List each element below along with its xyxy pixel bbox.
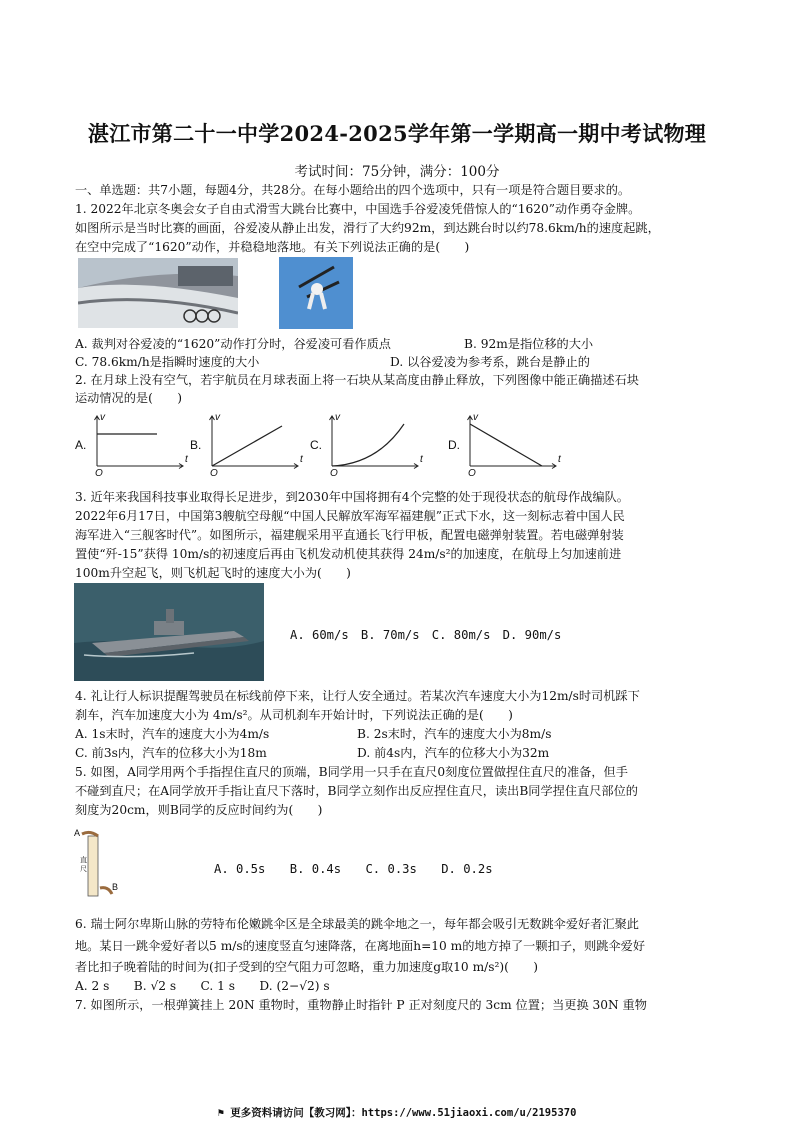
graph-curve — [212, 426, 282, 466]
q3-stem-line: 100m升空起飞，则飞机起飞时的速度大小为( ) — [75, 566, 351, 580]
q3-stem-line: 3. 近年来我国科技事业取得长足进步，到2030年中国将拥有4个完整的处于现役状态的航母作战编队。 — [75, 490, 629, 504]
page-title: 湛江市第二十一中学2024-2025学年第一学期高一期中考试物理 — [87, 121, 707, 146]
origin-label: O — [210, 468, 218, 479]
origin-label: O — [330, 468, 338, 479]
ruler-figure — [72, 828, 122, 900]
section-heading: 一、单选题：共7小题，每题4分，共28分。在每小题给出的四个选项中，只有一项是符合题目要求的。 — [75, 183, 631, 197]
q1-stem-line: 如图所示是当时比赛的画面，谷爱凌从静止出发，滑行了大约92m，到达跳台时以约78.6km/h的速度起跳， — [75, 221, 660, 235]
axis-label-v: v — [473, 412, 478, 423]
q1-stem-line: 在空中完成了“1620”动作，并稳稳地落地。有关下列说法正确的是( ) — [75, 240, 470, 254]
q6-stem-line: 地。某日一跳伞爱好者以5 m/s的速度竖直匀速降落，在离地面h=10 m的地方掉了一颗扣子，则跳伞爱好 — [75, 939, 646, 953]
q1-option-a: A. 裁判对谷爱凌的“1620”动作打分时，谷爱凌可看作质点 — [75, 337, 391, 351]
axis-label-v: v — [335, 412, 340, 423]
origin-label: O — [468, 468, 476, 479]
q1-option-d: D. 以谷爱凌为参考系，跳台是静止的 — [390, 355, 590, 369]
q6-stem-line: 者比扣子晚着陆的时间为(扣子受到的空气阻力可忽略，重力加速度g取10 m/s²)( ) — [75, 960, 539, 974]
q2-stem-line: 2. 在月球上没有空气，若宇航员在月球表面上将一石块从某高度由静止释放，下列图像中能正确描述石块 — [75, 373, 639, 387]
footer-link[interactable] — [0, 1105, 794, 1120]
q4-stem-line: 刹车，汽车加速度大小为 4m/s²。从司机刹车开始计时，下列说法正确的是( ) — [75, 708, 513, 722]
figure-label-ruler: 直尺 — [80, 857, 87, 873]
axis-label-t: t — [185, 454, 188, 465]
flag-icon: ⚑ — [217, 1107, 231, 1119]
v-t-graph — [190, 410, 305, 482]
q2-graph-option — [310, 410, 425, 482]
axis-label-t: t — [558, 454, 561, 465]
q2-graph-option — [448, 410, 563, 482]
q7-stem-line: 7. 如图所示，一根弹簧挂上 20N 重物时，重物静止时指针 P 正对刻度尺的 3cm 位置；当更换 30N 重物 — [75, 998, 647, 1012]
skier-photo — [279, 257, 353, 329]
q6-stem-line: 6. 瑞士阿尔卑斯山脉的劳特布伦嫩跳伞区是全球最美的跳伞地之一，每年都会吸引无数跳伞爱好者汇聚此 — [75, 917, 639, 931]
v-t-graph — [310, 410, 425, 482]
q1-stem-line: 1. 2022年北京冬奥会女子自由式滑雪大跳台比赛中，中国选手谷爱凌凭借惊人的“1620”动作勇夺金牌。 — [75, 202, 641, 216]
q4-stem-line: 4. 礼让行人标识提醒驾驶员在标线前停下来，让行人安全通过。若某次汽车速度大小为12m/s时司机踩下 — [75, 689, 640, 703]
q4-option-c: C. 前3s内，汽车的位移大小为18m — [75, 746, 267, 760]
q5-stem-line: 刻度为20cm，则B同学的反应时间约为( ) — [75, 803, 323, 817]
q3-stem-line: 2022年6月17日，中国第3艘航空母舰“中国人民解放军海军福建舰”正式下水，这一刻标志着中国人民 — [75, 509, 625, 523]
v-t-graph — [448, 410, 563, 482]
q1-option-b: B. 92m是指位移的大小 — [464, 337, 594, 351]
q5-stem-line: 不碰到直尺；在A同学放开手指让直尺下落时，B同学立刻作出反应捏住直尺，读出B同学捏住直尺部位的 — [75, 784, 638, 798]
exam-info: 考试时间：75分钟，满分：100分 — [294, 164, 500, 180]
axis-label-v: v — [100, 412, 105, 423]
q4-option-b: B. 2s末时，汽车的速度大小为8m/s — [357, 727, 552, 741]
axis-label-t: t — [300, 454, 303, 465]
figure-label-b: B — [112, 882, 119, 892]
graph-curve — [470, 424, 542, 466]
footer-text: 更多资料请访问【教习网】：https://www.51jiaoxi.com/u/2195370 — [230, 1107, 577, 1119]
carrier-ship-photo — [74, 583, 264, 681]
axis-label-v: v — [215, 412, 220, 423]
q2-graph-option — [75, 410, 190, 482]
axis-label-t: t — [420, 454, 423, 465]
graph-option-label: A. — [75, 438, 87, 452]
q4-option-a: A. 1s末时，汽车的速度大小为4m/s — [75, 727, 270, 741]
graph-option-label: D. — [448, 438, 460, 452]
q3-options: A. 60m/s B. 70m/s C. 80m/s D. 90m/s — [290, 628, 562, 642]
q3-stem-line: 海军进入“三舰客时代”。如图所示，福建舰采用平直通长飞行甲板，配置电磁弹射装置。若电磁弹射装 — [75, 528, 624, 542]
figure-label-a: A — [74, 828, 81, 838]
q3-stem-line: 置使“歼-15”获得 10m/s的初速度后再由飞机发动机使其获得 24m/s²的加速度，在航母上匀加速前进 — [75, 547, 622, 561]
graph-option-label: B. — [190, 438, 202, 452]
graph-option-label: C. — [310, 438, 322, 452]
q1-option-c: C. 78.6km/h是指瞬时速度的大小 — [75, 355, 260, 369]
ski-slope-photo — [78, 258, 238, 328]
q2-stem-line: 运动情况的是( ) — [75, 391, 183, 405]
q6-options: A. 2 s B. √2 s C. 1 s D. (2−√2) s — [75, 979, 330, 993]
v-t-graph — [75, 410, 190, 482]
origin-label: O — [95, 468, 103, 479]
q5-options: A. 0.5s B. 0.4s C. 0.3s D. 0.2s — [214, 862, 493, 876]
q4-option-d: D. 前4s内，汽车的位移大小为32m — [357, 746, 550, 760]
graph-curve — [332, 424, 404, 466]
q5-stem-line: 5. 如图，A同学用两个手指捏住直尺的顶端，B同学用一只手在直尺0刻度位置做捏住直尺的准备，但手 — [75, 765, 628, 779]
q2-graph-option — [190, 410, 305, 482]
